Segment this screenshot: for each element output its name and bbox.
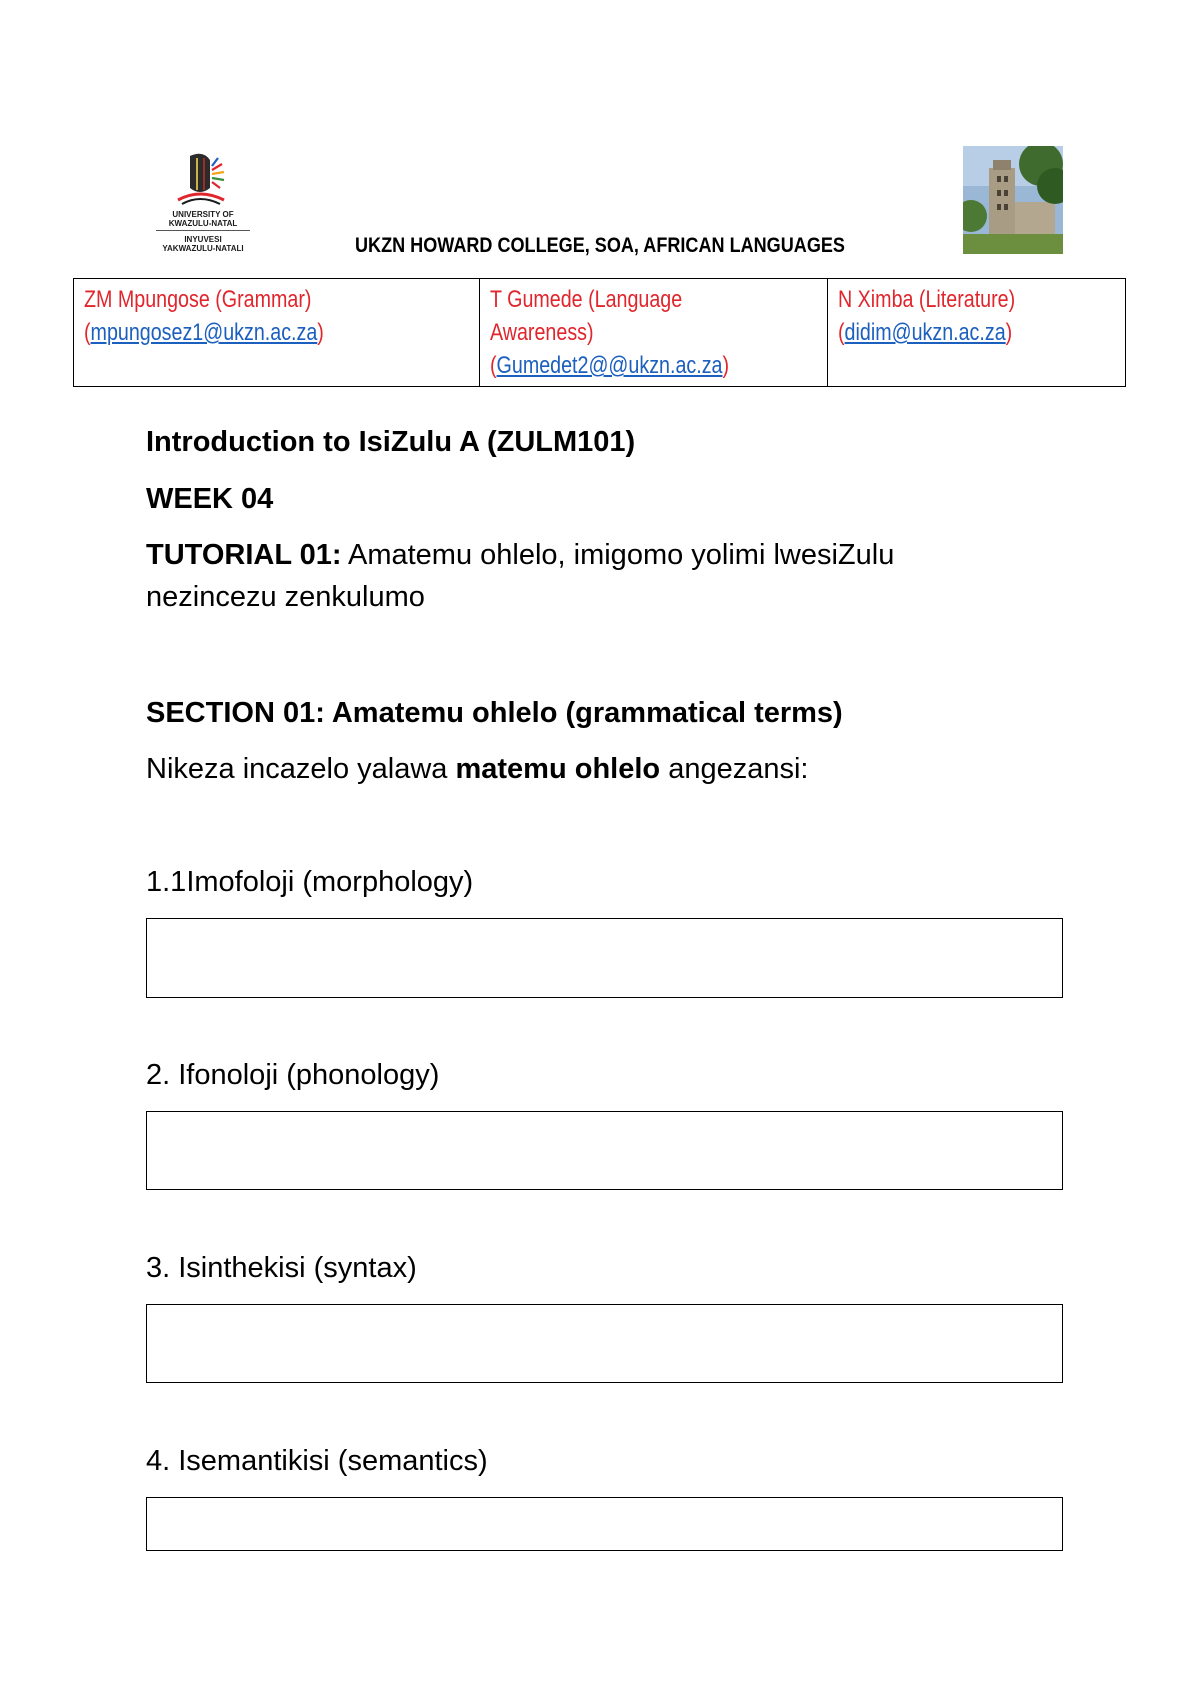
staff-table [73, 278, 1126, 387]
staff-cell-literature: N Ximba (Literature) (didim@ukzn.ac.za) [828, 279, 1126, 387]
staff-name-line-1: T Gumede (Language [490, 286, 683, 313]
instruction-text: Nikeza incazelo yalawa [146, 753, 456, 785]
staff-row [74, 279, 1126, 387]
university-logo [148, 150, 258, 260]
course-title: Introduction to IsiZulu A (ZULM101) [146, 426, 636, 458]
staff-cell-language-awareness: T Gumede (Language Awareness) (Gumedet2@@ukzn.ac.za) [480, 279, 828, 387]
logo-line-4: YAKWAZULU-NATALI [162, 244, 244, 253]
answer-box-morphology[interactable] [146, 918, 1063, 998]
staff-email-link[interactable]: mpungosez1@ukzn.ac.za [90, 319, 318, 346]
tutorial-text: Amatemu ohlelo, imigomo yolimi lwesiZulu [341, 539, 895, 571]
question-label: 1.1Imofoloji (morphology) [146, 866, 474, 898]
ukzn-crest-icon [148, 150, 258, 210]
staff-cell-grammar: ZM Mpungose (Grammar) (mpungosez1@ukzn.ac.za) [74, 279, 480, 387]
logo-divider [156, 230, 250, 231]
staff-name: N Ximba (Literature) [838, 286, 1016, 313]
campus-building-image-icon [963, 146, 1063, 254]
question-label: 3. Isinthekisi (syntax) [146, 1252, 417, 1284]
week-label: WEEK 04 [146, 483, 274, 515]
logo-line-3: INYUVESI [184, 235, 222, 244]
section-instruction [146, 753, 808, 786]
instruction-bold-text: matemu ohlelo [455, 753, 661, 785]
question-label: 2. Ifonoloji (phonology) [146, 1059, 440, 1091]
tutorial-text-continued: nezincezu zenkulumo [146, 581, 425, 613]
staff-name-line-2: Awareness) [490, 319, 594, 346]
campus-photo [963, 146, 1063, 254]
staff-email-link[interactable]: didim@ukzn.ac.za [844, 319, 1006, 346]
logo-line-1: UNIVERSITY OF [172, 210, 234, 219]
instruction-text-end: angezansi: [660, 753, 809, 785]
section-title: SECTION 01: Amatemu ohlelo (grammatical terms) [146, 697, 843, 729]
tutorial-heading [146, 539, 894, 572]
logo-line-2: KWAZULU-NATAL [168, 219, 238, 228]
answer-box-phonology[interactable] [146, 1111, 1063, 1190]
answer-box-syntax[interactable] [146, 1304, 1063, 1383]
header-title: UKZN HOWARD COLLEGE, SOA, AFRICAN LANGUAGES [355, 234, 845, 257]
staff-email-link[interactable]: Gumedet2@@ukzn.ac.za [496, 352, 723, 379]
staff-name: ZM Mpungose (Grammar) [84, 286, 312, 313]
tutorial-label: TUTORIAL 01: [146, 539, 342, 571]
answer-box-semantics[interactable] [146, 1497, 1063, 1551]
question-label: 4. Isemantikisi (semantics) [146, 1445, 488, 1477]
